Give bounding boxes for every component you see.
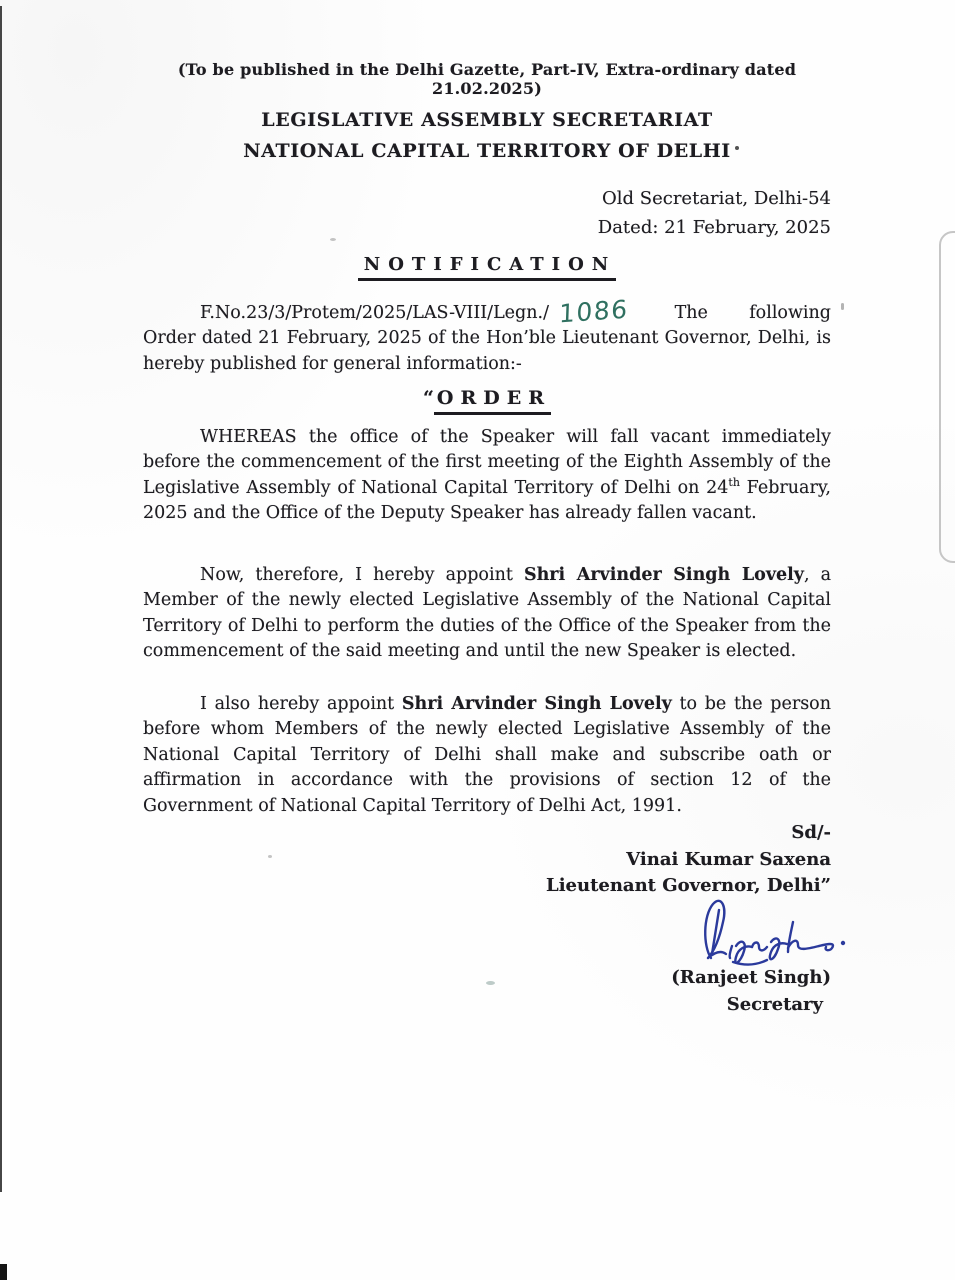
- secretary-title: Secretary: [726, 994, 823, 1015]
- order-heading-wrap: [143, 387, 831, 415]
- scan-speck: [841, 303, 844, 310]
- whereas-paragraph: [143, 425, 831, 527]
- right-edge-bracket-artifact: [939, 231, 955, 563]
- organisation-name-line2: NATIONAL CAPITAL TERRITORY OF DELHI: [243, 140, 731, 162]
- file-number: F.No.23/3/Protem/2025/LAS-VIII/Legn./: [200, 303, 549, 323]
- organisation-header: [143, 105, 831, 167]
- whereas-text: WHEREAS the office of the Speaker will fall vacant immediately before the commencement of the first meeting of the Eighth Assembly of the Legislative Assembly of National Capital Territory of Delhi on 24: [143, 427, 831, 498]
- governor-name: Vinai Kumar Saxena: [626, 849, 831, 870]
- scan-left-edge-mark: [0, 1264, 7, 1280]
- reference-paragraph: [143, 294, 831, 377]
- whereas-text-cont: February, 2025 and the Office of the Deputy Speaker has already fallen vacant.: [143, 477, 831, 524]
- ordinal-superscript: th: [728, 475, 740, 489]
- handwritten-diary-number: 1086: [558, 294, 630, 329]
- appointment-paragraph-2: [143, 692, 831, 819]
- address-line: Old Secretariat, Delhi-54: [602, 188, 831, 209]
- notification-heading: NOTIFICATION: [358, 254, 616, 281]
- address-date-block: [143, 184, 831, 242]
- sd-notation: Sd/-: [791, 822, 831, 843]
- appointee-name: Shri Arvinder Singh Lovely: [523, 565, 804, 585]
- scan-left-edge-line: [0, 6, 2, 1192]
- appointment-paragraph-1: [143, 563, 831, 665]
- appointment1-text-cont: , a Member of the newly elected Legislative Assembly of the National Capital Territory of Delhi to perform the duties of the Office of the Speaker from the commencement of the said meeting and until the new Speaker is elected.: [143, 565, 831, 662]
- secretary-name: (Ranjeet Singh): [671, 967, 831, 988]
- governor-designation: Lieutenant Governor, Delhi”: [546, 875, 831, 896]
- reference-text: The following Order dated 21 February, 2025 of the Hon’ble Lieutenant Governor, Delhi, is hereby published for general information:-: [143, 303, 831, 374]
- appointment2-text: I also hereby appoint: [200, 694, 402, 714]
- order-open-quote: “: [422, 387, 434, 409]
- notification-heading-wrap: [143, 254, 831, 281]
- date-line: Dated: 21 February, 2025: [597, 217, 831, 238]
- appointment1-text: Now, therefore, I hereby appoint: [200, 565, 524, 585]
- secretary-signature-icon: [695, 896, 855, 968]
- appointment2-text-cont: to be the person before whom Members of the newly elected Legislative Assembly of the National Capital Territory of Delhi shall make and subscribe oath or affirmation in accordance with the provisions of section 12 of the Government of National Capital Territory of Delhi Act, 1991.: [143, 694, 831, 816]
- organisation-name-line1: LEGISLATIVE ASSEMBLY SECRETARIAT: [261, 109, 713, 131]
- gazette-publication-line: (To be published in the Delhi Gazette, Part-IV, Extra-ordinary dated 21.02.2025): [177, 60, 797, 98]
- appointee-name: Shri Arvinder Singh Lovely: [401, 694, 672, 714]
- order-heading: ORDER: [434, 387, 551, 415]
